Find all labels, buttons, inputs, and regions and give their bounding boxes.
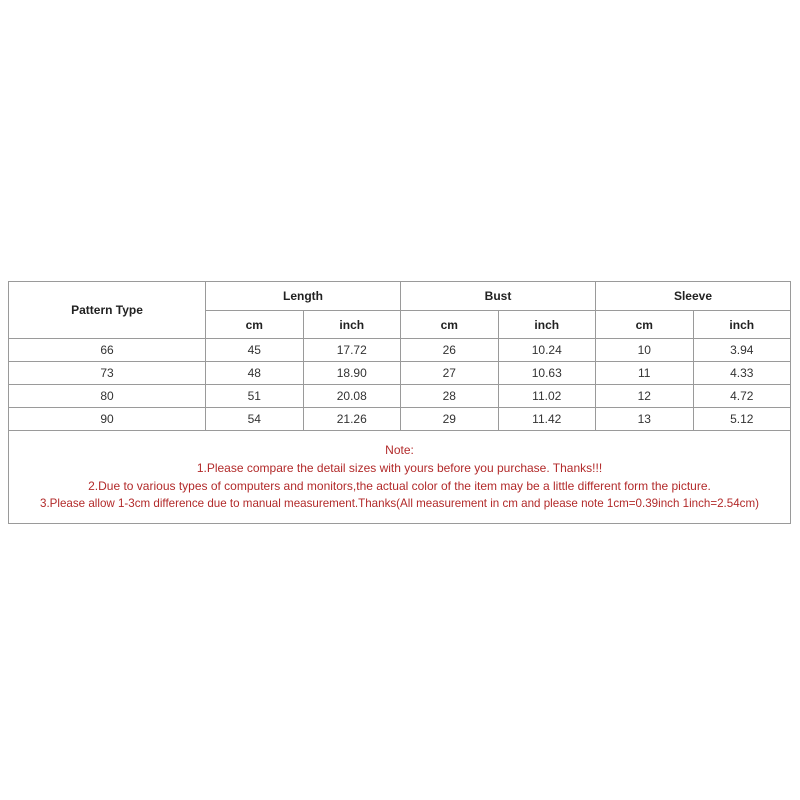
table-cell: 17.72 [303, 339, 401, 362]
table-cell: 73 [9, 362, 206, 385]
table-cell: 66 [9, 339, 206, 362]
table-cell: 11.42 [498, 408, 596, 431]
table-cell: 48 [206, 362, 304, 385]
table-cell: 20.08 [303, 385, 401, 408]
table-cell: 5.12 [693, 408, 791, 431]
unit-header: inch [303, 311, 401, 339]
table-cell: 10 [596, 339, 694, 362]
table-cell: 54 [206, 408, 304, 431]
table-cell: 11.02 [498, 385, 596, 408]
note-line-3: 3.Please allow 1-3cm difference due to manual measurement.Thanks(All measurement in cm and please note 1cm=0.39inch 1inch=2.54cm) [40, 497, 759, 510]
table-cell: 51 [206, 385, 304, 408]
length-header: Length [206, 282, 401, 311]
header-row-groups [9, 282, 791, 311]
unit-header: cm [206, 311, 304, 339]
pattern-type-header: Pattern Type [9, 282, 206, 339]
bust-header: Bust [401, 282, 596, 311]
table-cell: 4.33 [693, 362, 791, 385]
table-cell: 4.72 [693, 385, 791, 408]
note-line-1: 1.Please compare the detail sizes with yours before you purchase. Thanks!!! [196, 461, 603, 475]
table-cell: 12 [596, 385, 694, 408]
table-cell: 13 [596, 408, 694, 431]
table-cell: 3.94 [693, 339, 791, 362]
table-cell: 11 [596, 362, 694, 385]
table-cell: 29 [401, 408, 499, 431]
table-row [9, 408, 791, 431]
table-row [9, 362, 791, 385]
unit-header: inch [693, 311, 791, 339]
table-cell: 10.24 [498, 339, 596, 362]
table-cell: 45 [206, 339, 304, 362]
table-row [9, 339, 791, 362]
table-row [9, 385, 791, 408]
note-title: Note: [385, 443, 414, 457]
table-cell: 18.90 [303, 362, 401, 385]
table-cell: 28 [401, 385, 499, 408]
table-cell: 27 [401, 362, 499, 385]
table-cell: 26 [401, 339, 499, 362]
table-cell: 21.26 [303, 408, 401, 431]
unit-header: cm [596, 311, 694, 339]
size-chart [8, 281, 791, 524]
note-box [8, 431, 791, 524]
table-cell: 80 [9, 385, 206, 408]
unit-header: cm [401, 311, 499, 339]
size-table [8, 281, 791, 431]
sleeve-header: Sleeve [596, 282, 791, 311]
note-line-2: 2.Due to various types of computers and monitors,the actual color of the item may be a little different form the picture. [88, 479, 711, 493]
table-cell: 10.63 [498, 362, 596, 385]
unit-header: inch [498, 311, 596, 339]
table-cell: 90 [9, 408, 206, 431]
